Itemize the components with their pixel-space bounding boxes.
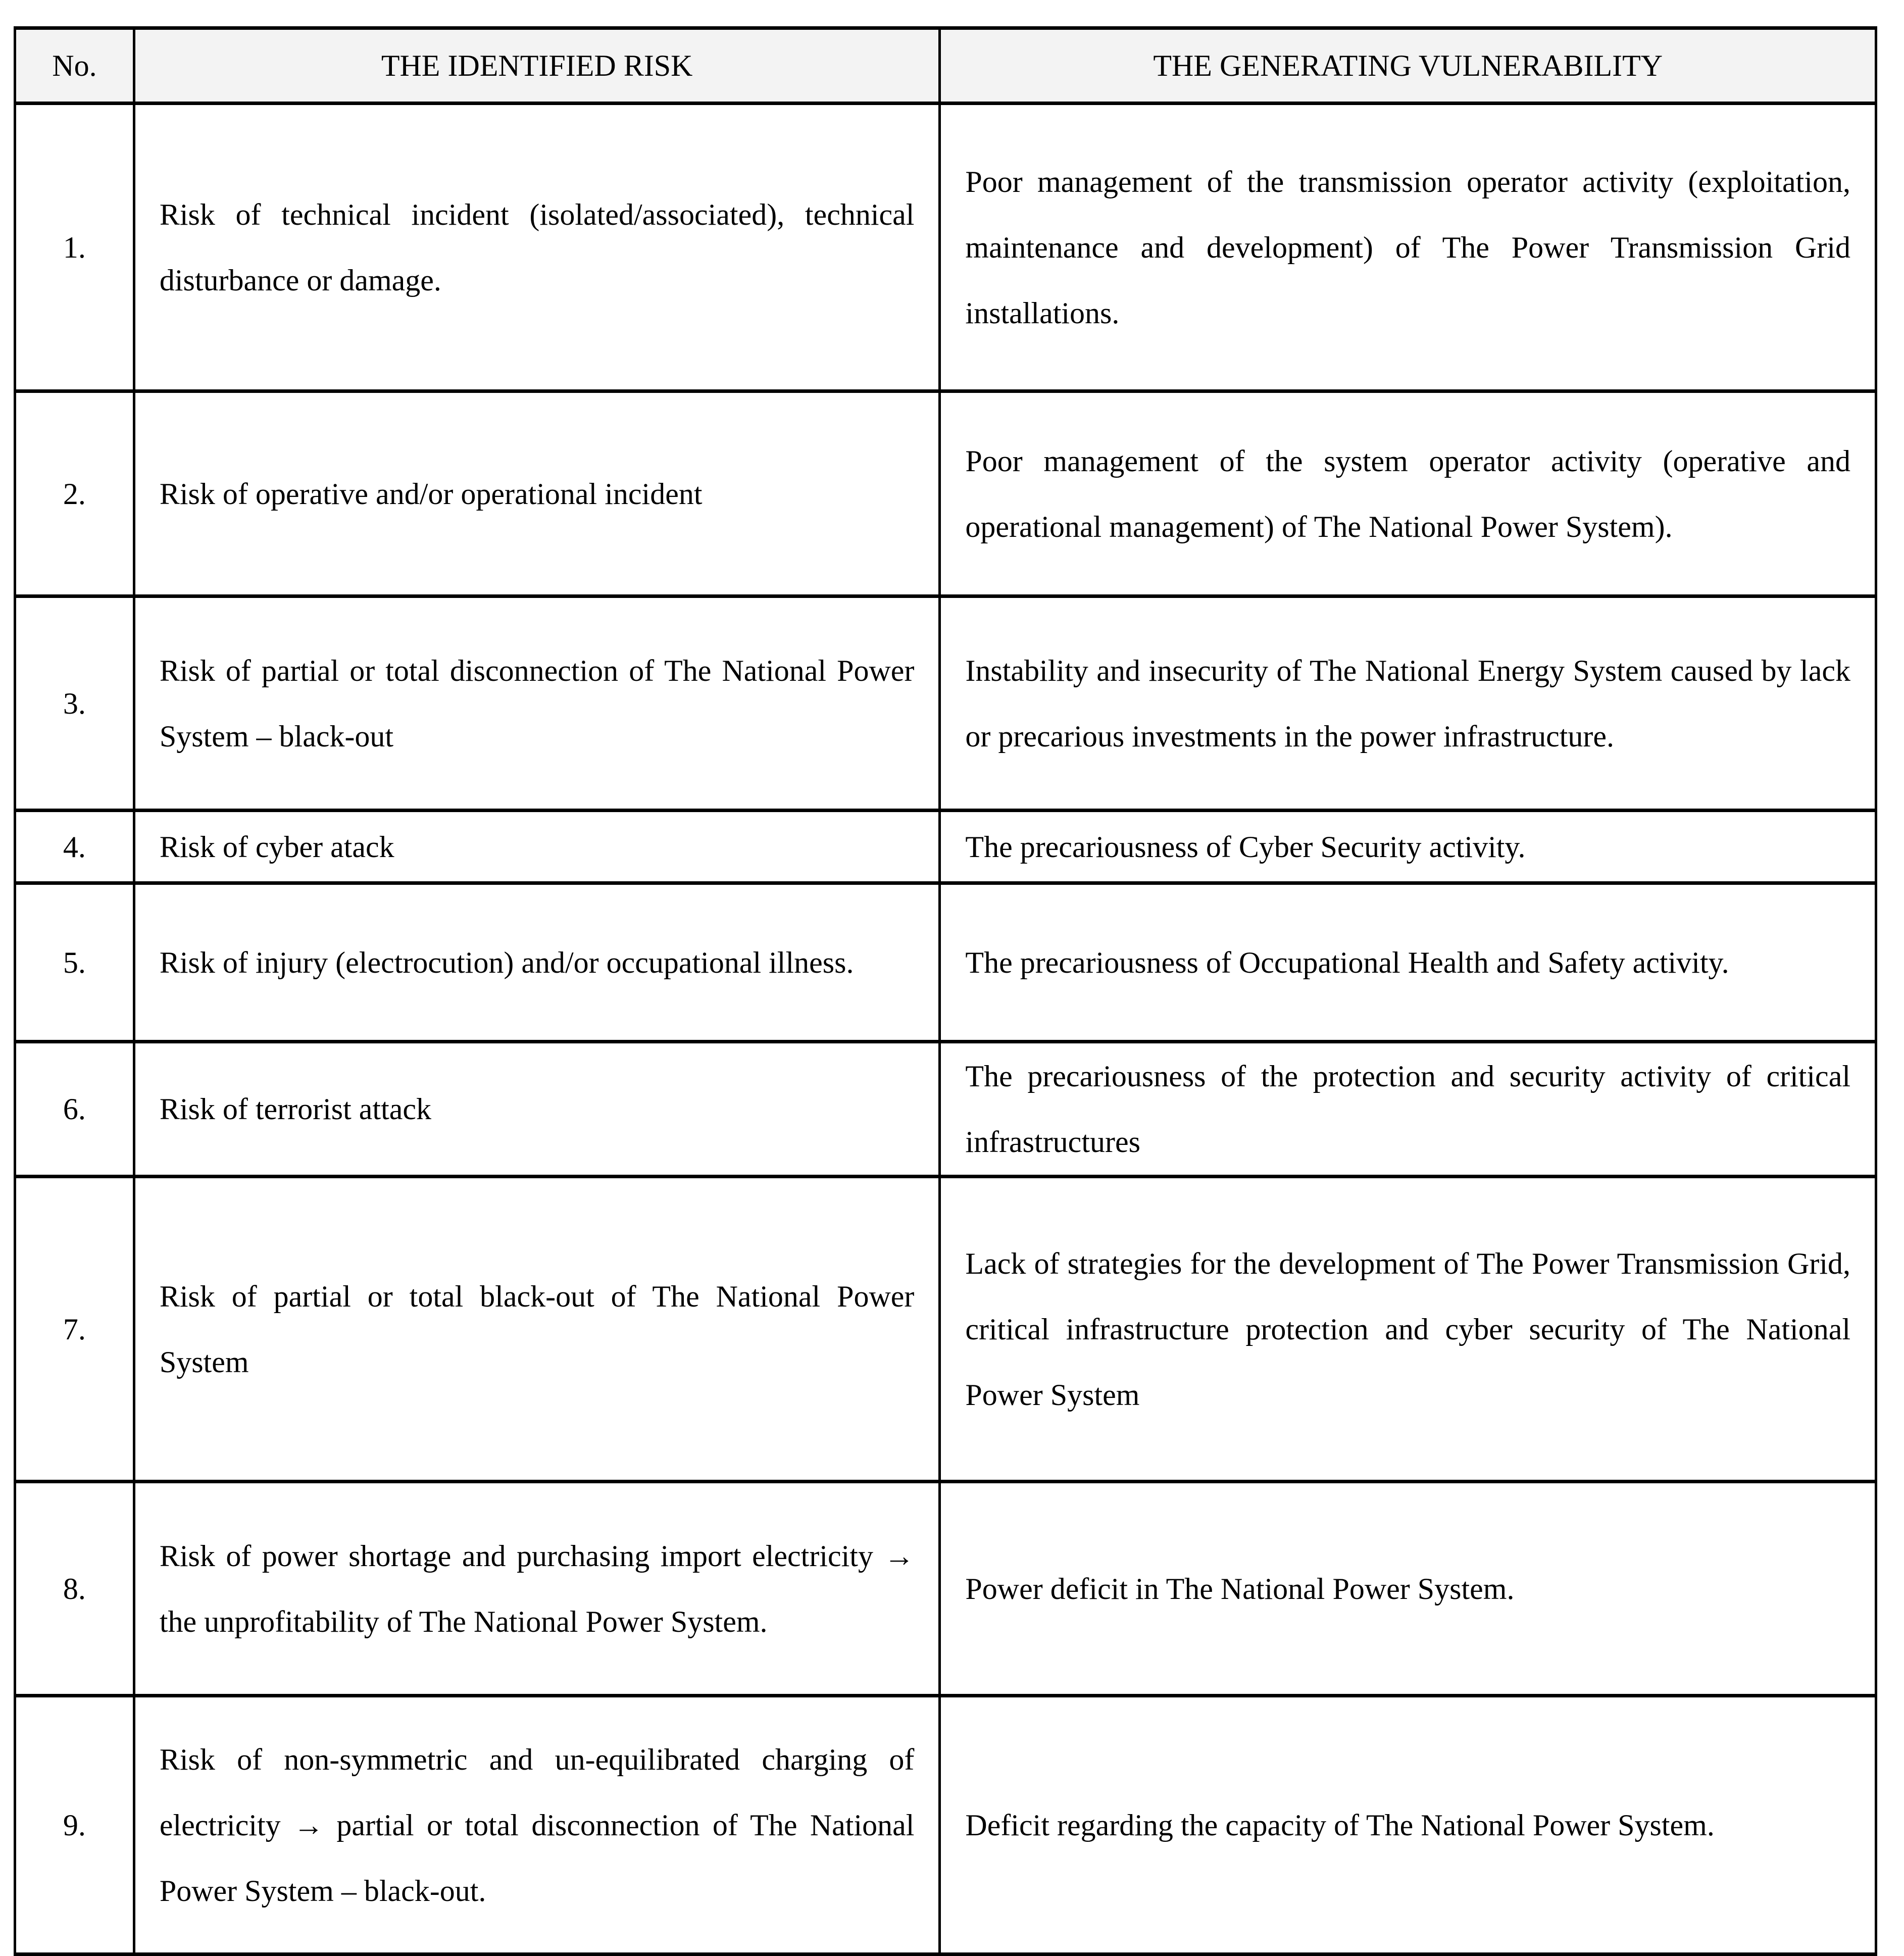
vulnerability-cell: The precariousness of the protection and security activity of critical infrastructures bbox=[940, 1042, 1876, 1177]
risk-cell: Risk of power shortage and purchasing import electricity → the unprofitability of The National Power System. bbox=[134, 1482, 940, 1696]
risk-cell: Risk of cyber atack bbox=[134, 811, 940, 883]
risk-cell: Risk of operative and/or operational incident bbox=[134, 391, 940, 596]
table-row bbox=[15, 1696, 1876, 1954]
table-header-row bbox=[15, 28, 1876, 104]
row-number-cell: 6. bbox=[15, 1042, 134, 1177]
risk-cell: Risk of partial or total disconnection of The National Power System – black-out bbox=[134, 596, 940, 811]
vulnerability-cell: The precariousness of Cyber Security activity. bbox=[940, 811, 1876, 883]
row-number-cell: 5. bbox=[15, 883, 134, 1042]
table-row bbox=[15, 1482, 1876, 1696]
risk-cell: Risk of partial or total black-out of The National Power System bbox=[134, 1177, 940, 1482]
row-number-cell: 8. bbox=[15, 1482, 134, 1696]
table-row bbox=[15, 391, 1876, 596]
risk-cell: Risk of non-symmetric and un-equilibrated charging of electricity → partial or total disconnection of The National Power System – black-out. bbox=[134, 1696, 940, 1954]
vulnerability-cell: The precariousness of Occupational Health and Safety activity. bbox=[940, 883, 1876, 1042]
table-row bbox=[15, 811, 1876, 883]
col-header-identified-risk: THE IDENTIFIED RISK bbox=[134, 28, 940, 104]
row-number-cell: 7. bbox=[15, 1177, 134, 1482]
row-number-cell: 3. bbox=[15, 596, 134, 811]
row-number-cell: 2. bbox=[15, 391, 134, 596]
row-number-cell: 9. bbox=[15, 1696, 134, 1954]
row-number-cell: 4. bbox=[15, 811, 134, 883]
risk-vulnerability-table bbox=[14, 26, 1877, 1956]
risk-cell: Risk of injury (electrocution) and/or occupational illness. bbox=[134, 883, 940, 1042]
col-header-generating-vulnerability: THE GENERATING VULNERABILITY bbox=[940, 28, 1876, 104]
row-number-cell: 1. bbox=[15, 104, 134, 391]
risk-cell: Risk of technical incident (isolated/associated), technical disturbance or damage. bbox=[134, 104, 940, 391]
table-row bbox=[15, 1042, 1876, 1177]
risk-cell: Risk of terrorist attack bbox=[134, 1042, 940, 1177]
table-row bbox=[15, 1177, 1876, 1482]
col-header-no: No. bbox=[15, 28, 134, 104]
vulnerability-cell: Lack of strategies for the development of The Power Transmission Grid, critical infrastructure protection and cyber security of The National Power System bbox=[940, 1177, 1876, 1482]
vulnerability-cell: Poor management of the system operator activity (operative and operational management) of The National Power System). bbox=[940, 391, 1876, 596]
table-row bbox=[15, 883, 1876, 1042]
vulnerability-cell: Deficit regarding the capacity of The National Power System. bbox=[940, 1696, 1876, 1954]
vulnerability-cell: Power deficit in The National Power System. bbox=[940, 1482, 1876, 1696]
table-row bbox=[15, 596, 1876, 811]
vulnerability-cell: Instability and insecurity of The National Energy System caused by lack or precarious investments in the power infrastructure. bbox=[940, 596, 1876, 811]
vulnerability-cell: Poor management of the transmission operator activity (exploitation, maintenance and development) of The Power Transmission Grid installations. bbox=[940, 104, 1876, 391]
table-row bbox=[15, 104, 1876, 391]
